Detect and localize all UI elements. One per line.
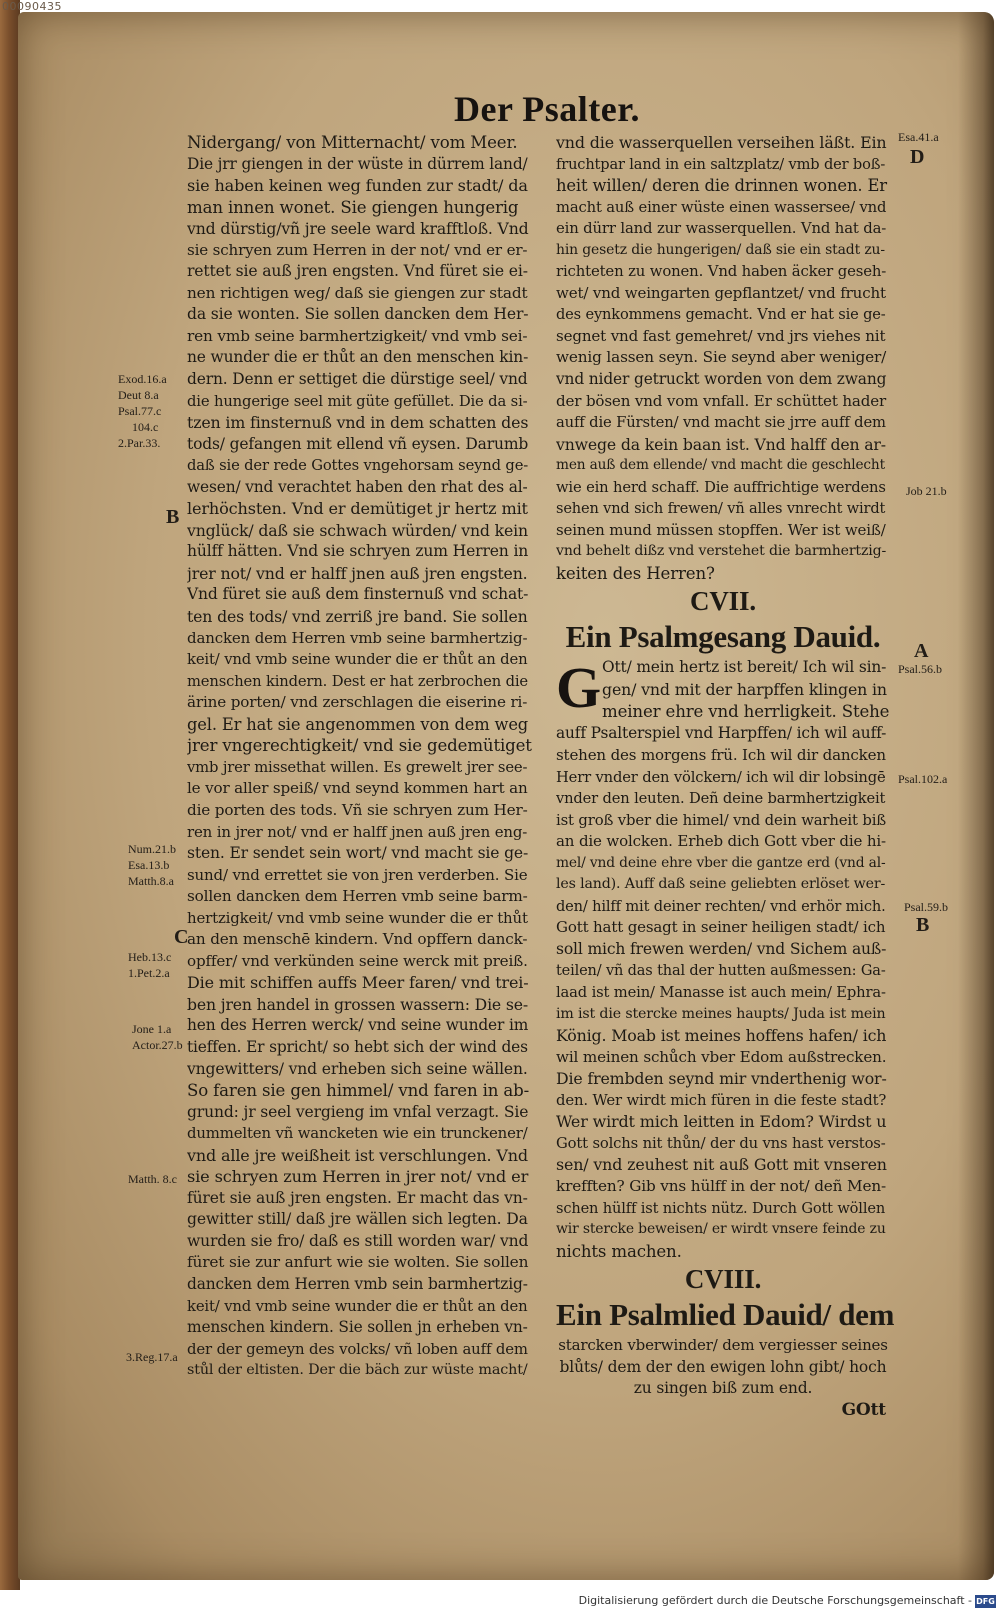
text-line: da sie wonten. Sie sollen dancken dem Her-: [187, 305, 529, 324]
text-line: vnd dürstig/vñ jre seele ward krafftloß. Vnd: [187, 219, 529, 239]
text-line: teilen/ vñ das thal der hutten außmessen: Ga-: [556, 962, 886, 979]
text-line: sehen vnd sich frewen/ vñ alles vnrecht wirdt: [556, 500, 886, 518]
text-line: schen hülff ist nichts nütz. Durch Gott wöllen: [556, 1199, 886, 1217]
dfg-logo: DFG: [976, 1597, 995, 1606]
margin-note: Psal.56.b: [898, 662, 943, 676]
margin-section-letter: A: [914, 640, 929, 662]
text-line: wesen/ vnd verachtet haben den rhat des al-: [187, 477, 528, 496]
text-line: dummelten vñ wancketen wie ein trunckener/: [187, 1124, 528, 1143]
text-line: opffer/ vnd verkünden seine werck mit preiß.: [187, 951, 528, 970]
text-line: den. Wer wirdt mich füren in die feste stadt?: [556, 1091, 887, 1109]
text-line: men auß dem ellende/ vnd macht die geschlecht: [556, 457, 885, 474]
text-line: hülff hätten. Vnd sie schryen zum Herren in: [187, 542, 529, 561]
text-line: rettet sie auß jren engsten. Vnd füret sie ei-: [187, 262, 528, 281]
text-line: macht auß einer wüste einen wassersee/ vnd: [556, 198, 887, 216]
text-line: sie schryen zum Herren in jrer not/ vnd er: [187, 1167, 529, 1187]
footer-funding-text: Digitalisierung gefördert durch die Deutsche Forschungsgemeinschaft -: [578, 1594, 972, 1607]
text-line: ten des tods/ vnd zerriß jre band. Sie sollen: [187, 607, 528, 627]
text-line: krefften? Gib vns hülff in der not/ deñ Men-: [556, 1176, 886, 1195]
text-line: der bösen vnd vom vnfall. Er schüttet hader: [556, 391, 887, 410]
text-line: hin gesetz die hungerigen/ daß sie ein stadt zu-: [556, 241, 885, 258]
text-line: stůl der eltisten. Der die bäch zur wüste macht/: [187, 1362, 528, 1379]
text-line: wenig lassen seyn. Sie seynd aber weniger/: [556, 348, 887, 367]
text-line: Die mit schiffen auffs Meer faren/ vnd trei-: [187, 973, 529, 993]
margin-section-letter: C: [174, 926, 189, 948]
text-line: auff die Fürsten/ vnd macht sie jrre auff dem: [556, 414, 886, 432]
text-line: füret sie zur anfurt wie sie wolten. Sie sollen: [187, 1253, 529, 1272]
text-line: auff Psalterspiel vnd Harpffen/ ich wil auff-: [556, 724, 887, 743]
text-line: stehen des morgens frü. Ich wil dir dancken: [556, 746, 886, 765]
text-line: vnd alle jre weißheit ist verschlungen. Vnd: [187, 1145, 528, 1165]
text-line: soll mich frewen werden/ vnd Sichem auß-: [556, 939, 887, 958]
margin-section-letter: D: [910, 146, 925, 168]
text-line: ein dürr land zur wasserquellen. Vnd hat da-: [556, 220, 887, 238]
text-line: sen/ vnd zeuhest nit auß Gott mit vnseren: [556, 1155, 887, 1175]
psalm-108-subtitle: [556, 1335, 890, 1400]
text-line: sie schryen zum Herren in der not/ vnd er er-: [187, 240, 528, 259]
text-line: le vor aller speiß/ vnd seynd kommen hart an: [187, 779, 528, 798]
book-binding: [0, 0, 20, 1590]
text-line: laad ist mein/ Manasse ist auch mein/ Ephra-: [556, 984, 886, 1002]
margin-note: Actor.27.b: [132, 1038, 183, 1052]
text-line: die porten des tods. Vñ sie schryen zum Her-: [187, 800, 528, 819]
text-line: Gott hatt gesagt in seiner heiligen stadt/ ich: [556, 918, 886, 937]
text-line: menschen kindern. Sie sollen jn erheben vn-: [187, 1318, 528, 1337]
text-line: vmb jrer missethat willen. Es grewelt jrer see-: [187, 758, 528, 776]
text-line: des eynkommens gemacht. Vnd er hat sie ge-: [556, 306, 886, 324]
text-line: tzen im finsternuß vnd in dem schatten des: [187, 413, 529, 433]
text-line: sie haben keinen weg funden zur stadt/ da: [187, 176, 528, 196]
text-line: ren vmb seine barmhertzigkeit/ vnd vmb sei-: [187, 326, 528, 345]
margin-note: Num.21.b: [128, 842, 176, 856]
text-line: meiner ehre vnd herrligkeit. Stehe: [602, 701, 890, 721]
text-line: Die frembden seynd mir vnderthenig wor-: [556, 1069, 887, 1089]
catchword: GOtt: [841, 1399, 886, 1420]
text-line: les land). Auff daß seine geliebten erlöset wer-: [556, 876, 886, 893]
text-line: an den menschē kindern. Vnd opffern danck-: [187, 930, 528, 949]
text-line: daß sie der rede Gottes vngehorsam seynd ge-: [187, 457, 529, 475]
text-line: nichts machen.: [556, 1241, 682, 1261]
text-line: sollen dancken dem Herren vmb seine barm-: [187, 887, 528, 906]
psalm-107-title: Ein Psalmgesang Dauid.: [565, 619, 881, 655]
text-line: zu singen biß zum end.: [633, 1379, 813, 1398]
margin-note: Heb.13.c: [128, 950, 172, 964]
page-edge-shadow: [958, 12, 994, 1580]
text-line: starcken vberwinder/ dem vergiesser seines: [558, 1336, 888, 1355]
text-line: man innen wonet. Sie giengen hungerig: [187, 197, 519, 217]
margin-note: Esa.41.a: [898, 130, 939, 144]
text-line: wurden sie fro/ daß es still worden war/ vnd: [187, 1231, 529, 1250]
text-line: Vnd füret sie auß dem finsternuß vnd schat-: [187, 585, 529, 604]
text-line: nen richtigen weg/ daß sie giengen zur stadt: [187, 283, 528, 302]
text-line: Nidergang/ von Mitternacht/ vom Meer.: [187, 133, 518, 152]
text-line: vnder den leuten. Deñ deine barmhertzigkeit: [556, 790, 886, 808]
text-line: menschen kindern. Dest er hat zerbrochen die: [187, 672, 528, 690]
text-line: wet/ vnd weingarten gepflantzet/ vnd frucht: [556, 283, 886, 302]
running-head: Der Psalter.: [454, 89, 640, 129]
text-line: wir stercke beweisen/ er wirdt vnsere feinde zu: [556, 1221, 886, 1238]
text-line: heit willen/ deren die drinnen wonen. Er: [556, 176, 887, 196]
text-line: dancken dem Herren vmb seine barmhertzig-: [187, 628, 528, 647]
text-line: keit/ vnd vmb seine wunder die er thůt an den: [187, 1297, 528, 1315]
text-line: sten. Er sendet sein wort/ vnd macht sie ge-: [187, 844, 529, 863]
text-line: vngewitters/ vnd erheben sich seine wällen.: [187, 1059, 528, 1078]
psalm-107-initial-lines: [602, 657, 890, 722]
text-line: sund/ vnd errettet sie von jren verderben. Sie: [187, 865, 528, 884]
margin-note: Esa.13.b: [128, 858, 170, 872]
margin-note: 3.Reg.17.a: [126, 1350, 178, 1364]
margin-section-letter: B: [916, 914, 930, 936]
text-line: vnglück/ daß sie schwach würden/ vnd kein: [187, 520, 528, 540]
text-line: füret sie auß jren engsten. Er macht das vn-: [187, 1188, 528, 1207]
text-line: vnwege da kein baan ist. Vnd halff den ar-: [556, 434, 886, 454]
text-line: Ott/ mein hertz ist bereit/ Ich wil sin-: [602, 658, 887, 677]
text-line: jrer not/ vnd er halff jnen auß jren engsten.: [187, 563, 528, 583]
margin-note: Job 21.b: [906, 484, 947, 498]
text-line: keiten des Herren?: [556, 563, 715, 583]
text-line: tieffen. Er spricht/ so hebt sich der wind des: [187, 1037, 528, 1056]
text-line: ärine porten/ vnd zerschlagen die eiserine ri-: [187, 693, 528, 712]
text-line: mel/ vnd deine ehre vber die gantze erd (vnd al-: [556, 854, 886, 871]
margin-note: Deut 8.a: [118, 388, 159, 402]
text-line: vnd die wasserquellen verseihen läßt. Ein: [556, 133, 887, 152]
text-line: ben jren handel in grossen wassern: Die se-: [187, 994, 529, 1014]
text-line: segnet vnd fast gemehret/ vnd jrs viehes nit: [556, 326, 886, 345]
text-line: gen/ vnd mit der harpffen klingen in: [602, 680, 887, 700]
text-line: hertzigkeit/ vnd vmb seine wunder die er thůt: [187, 908, 528, 927]
text-line: die hungerige seel mit güte gefüllet. Die da si-: [187, 392, 528, 410]
text-line: jrer vngerechtigkeit/ vnd sie gedemütiget: [187, 736, 532, 756]
text-line: tods/ gefangen mit ellend vñ eysen. Darumb: [187, 434, 529, 453]
margin-note: Jone 1.a: [132, 1022, 172, 1036]
text-line: fruchtpar land in ein saltzplatz/ vmb der boß-: [556, 155, 886, 173]
psalm-107-text: [556, 723, 890, 1262]
text-line: lerhöchsten. Vnd er demütiget jr hertz mit: [187, 499, 528, 519]
decorated-initial: G: [556, 655, 601, 721]
margin-note: Psal.59.b: [904, 900, 949, 914]
psalm-108-title: Ein Psalmlied Dauid/ dem: [556, 1297, 895, 1333]
text-line: hen des Herren werck/ vnd seine wunder im: [187, 1016, 529, 1035]
margin-note: Matth. 8.c: [128, 1172, 177, 1186]
text-line: an die wolcken. Erheb dich Gott vber die hi-: [556, 832, 886, 851]
text-line: den/ hilff mit deiner rechten/ vnd erhör mich.: [556, 897, 886, 915]
margin-note: Psal.102.a: [898, 772, 948, 786]
margin-note: 104.c: [132, 420, 159, 434]
text-line: richteten zu wonen. Vnd haben äcker geseh-: [556, 262, 887, 281]
psalm-107-number: CVII.: [689, 586, 756, 617]
text-line: wil meinen schůch vber Edom außstrecken.: [556, 1047, 887, 1066]
margin-note: 1.Pet.2.a: [128, 966, 170, 980]
margin-note: Matth.8.a: [128, 874, 174, 888]
scan-id-label: 00090435: [2, 0, 62, 13]
text-line: gewitter still/ daß jre wällen sich legten. Da: [187, 1210, 528, 1229]
text-line: dancken dem Herren vmb sein barmhertzig-: [187, 1274, 528, 1293]
text-line: Gott solchs nit thůn/ der du vns hast verstos-: [556, 1134, 886, 1152]
text-line: vnd nider getruckt worden von dem zwang: [556, 370, 887, 389]
text-line: König. Moab ist meines hoffens hafen/ ich: [556, 1026, 887, 1046]
margin-note: Psal.77.c: [118, 404, 162, 418]
text-line: blůts/ dem der den ewigen lohn gibt/ hoch: [559, 1357, 887, 1376]
text-line: ne wunder die er thůt an den menschen kin-: [187, 348, 529, 367]
margin-section-letter: B: [166, 506, 180, 528]
psalm-108-number: CVIII.: [684, 1264, 762, 1295]
right-column: [556, 132, 895, 1421]
text-line: ren in jrer not/ vnd er halff jnen auß jren eng-: [187, 822, 528, 841]
text-line: Wer wirdt mich leitten in Edom? Wirdst u: [556, 1112, 887, 1132]
psalm-107-opening: [556, 657, 890, 723]
text-line: Die jrr giengen in der wüste in dürrem land/: [187, 154, 528, 173]
text-line: dern. Denn er settiget die dürstige seel/ vnd: [187, 370, 528, 389]
text-line: seinen mund müssen stopffen. Wer ist weiß/: [556, 520, 886, 539]
text-line: ist groß vber die himel/ vnd dein warheit biß: [556, 811, 887, 829]
text-line: im ist die stercke meines haupts/ Juda ist mein: [556, 1005, 886, 1022]
text-line: vnd behelt dißz vnd verstehet die barmhertzig-: [556, 543, 887, 560]
text-line: der der gemeyn des volcks/ vñ loben auff dem: [187, 1339, 528, 1358]
margin-note: Exod.16.a: [118, 372, 167, 386]
text-line: So faren sie gen himmel/ vnd faren in ab-: [187, 1081, 530, 1101]
left-column: [187, 132, 532, 1382]
text-line: gel. Er hat sie angenommen von dem weg: [187, 714, 529, 734]
text-line: wie ein herd schaff. Die auffrichtige werdens: [556, 478, 886, 496]
text-line: Herr vnder den völckern/ ich wil dir lobsingē: [556, 768, 886, 786]
margin-note: 2.Par.33.: [118, 436, 161, 450]
text-line: keit/ vnd vmb seine wunder die er thůt an den: [187, 651, 528, 669]
text-line: grund: jr seel vergieng im vnfal verzagt. Sie: [187, 1102, 529, 1121]
right-column-top-text: [556, 132, 890, 584]
